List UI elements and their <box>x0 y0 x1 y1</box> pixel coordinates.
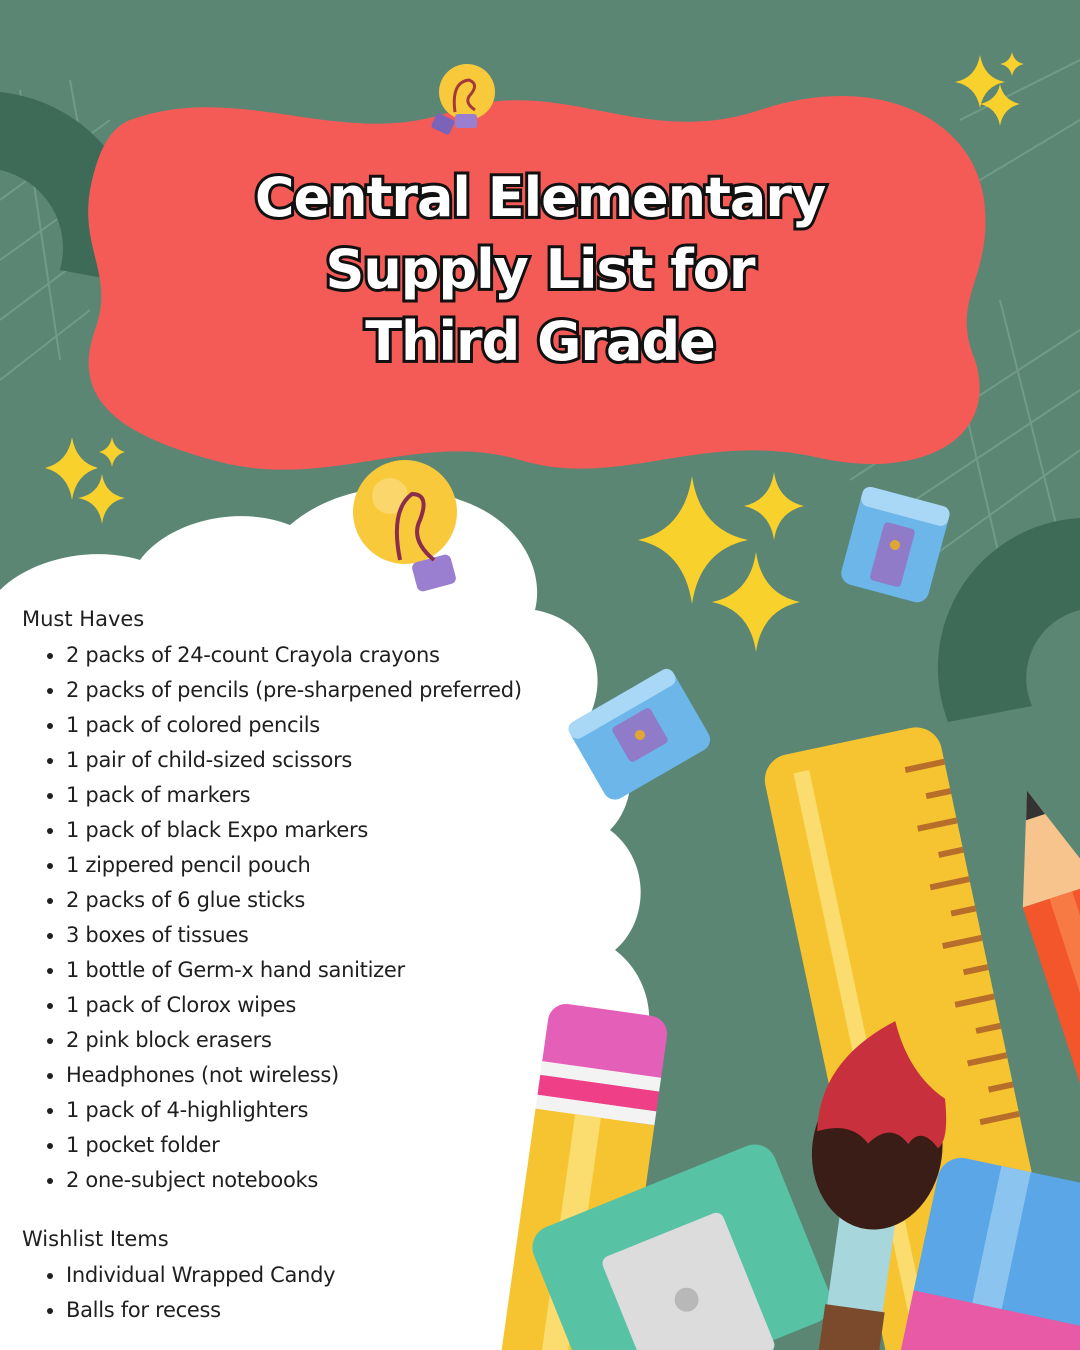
list-item: • 1 pocket folder <box>66 1128 582 1163</box>
wishlist-list <box>22 1258 582 1328</box>
list-item: • 2 packs of 24-count Crayola crayons <box>66 638 582 673</box>
list-item: • 2 packs of 6 glue sticks <box>66 883 582 918</box>
list-item: • 1 pack of Clorox wipes <box>66 988 582 1023</box>
title-line: Central Elementary <box>254 166 826 229</box>
list-item: • 2 packs of pencils (pre-sharpened preferred) <box>66 673 582 708</box>
list-item: • 1 pack of black Expo markers <box>66 813 582 848</box>
list-item: • 2 one-subject notebooks <box>66 1163 582 1198</box>
sparkle-icon <box>99 437 125 467</box>
sparkle-icon <box>78 474 125 524</box>
title-line: Supply List for <box>325 238 755 301</box>
wishlist-section <box>22 1224 582 1328</box>
must-haves-list <box>22 638 582 1198</box>
list-item: • 1 zippered pencil pouch <box>66 848 582 883</box>
wishlist-heading: Wishlist Items <box>22 1227 169 1251</box>
list-item: • 1 pair of child-sized scissors <box>66 743 582 778</box>
must-haves-heading: Must Haves <box>22 607 145 631</box>
list-item: • 3 boxes of tissues <box>66 918 582 953</box>
list-item: • 1 bottle of Germ-x hand sanitizer <box>66 953 582 988</box>
pencil-sharpener-icon <box>839 485 952 605</box>
must-haves-section <box>22 604 582 1198</box>
sparkle-icon <box>45 437 98 500</box>
sparkle-icon <box>638 476 748 604</box>
list-item: • Balls for recess <box>66 1293 582 1328</box>
sparkle-icon <box>712 552 800 652</box>
title-line: Third Grade <box>365 310 715 373</box>
list-item: • 1 pack of 4-highlighters <box>66 1093 582 1128</box>
sparkle-icon <box>744 472 804 540</box>
list-item: • Individual Wrapped Candy <box>66 1258 582 1293</box>
arch-icon <box>938 518 1080 722</box>
supply-list <box>22 604 582 1328</box>
sparkle-icon <box>1000 52 1024 76</box>
page-title <box>180 162 900 378</box>
list-item: • 2 pink block erasers <box>66 1023 582 1058</box>
list-item: • 1 pack of colored pencils <box>66 708 582 743</box>
list-item: • 1 pack of markers <box>66 778 582 813</box>
list-item: • Headphones (not wireless) <box>66 1058 582 1093</box>
